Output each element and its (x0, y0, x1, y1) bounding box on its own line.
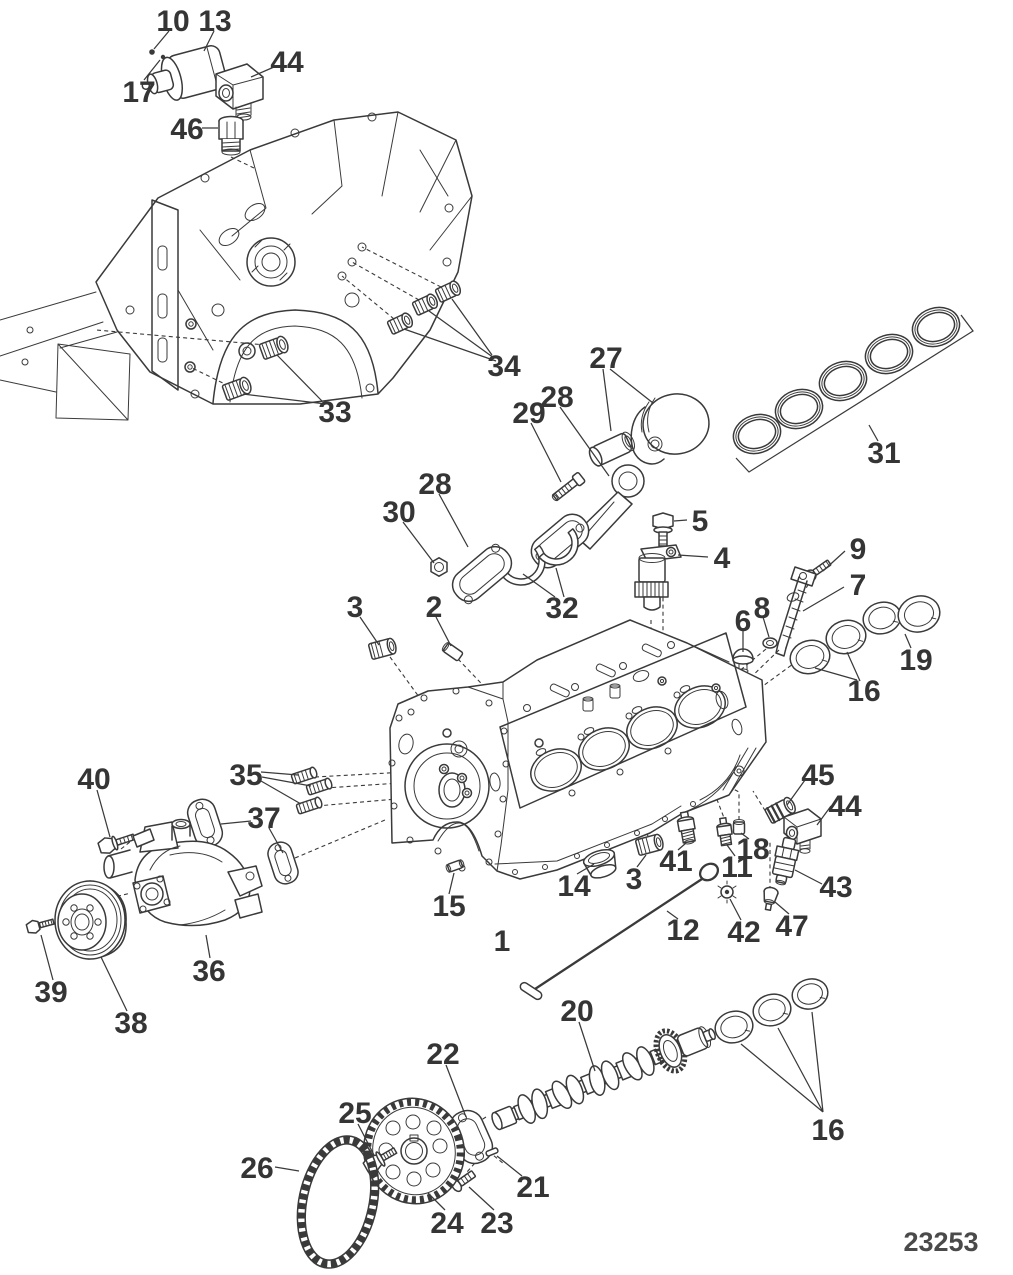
plug-18 (734, 820, 745, 835)
pulley-38 (55, 881, 126, 959)
wrist-pin-27 (587, 430, 637, 468)
callout-39-41: 39 (34, 976, 68, 1009)
rod-nut-30 (431, 558, 447, 576)
fitting-11 (716, 817, 734, 846)
callout-23-50: 23 (480, 1207, 514, 1240)
callout-6-21: 6 (734, 605, 752, 638)
callout-42-37: 42 (727, 916, 761, 949)
rod-cap-28 (446, 541, 517, 608)
callout-13-1: 13 (198, 5, 232, 38)
callout-20-43: 20 (560, 995, 594, 1028)
cam-bearing-19 (894, 591, 944, 636)
plug-47 (761, 886, 779, 911)
callout-40-25: 40 (77, 763, 111, 796)
callout-3-18: 3 (346, 591, 364, 624)
callout-17-2: 17 (122, 76, 156, 109)
callout-2-19: 2 (425, 591, 443, 624)
studs-35 (291, 766, 333, 814)
callout-29-9: 29 (512, 397, 546, 430)
callout-41-30: 41 (659, 845, 693, 878)
callout-28-8: 28 (540, 381, 574, 414)
cam-bearing-16e (750, 990, 795, 1030)
callout-10-0: 10 (156, 5, 190, 38)
callout-18-29: 18 (736, 833, 770, 866)
callout-21-48: 21 (516, 1171, 550, 1204)
piston-27 (631, 389, 713, 464)
callout-34-5: 34 (487, 350, 521, 383)
callout-labels (34, 5, 932, 1240)
bolt-40 (97, 829, 136, 855)
callout-19-22: 19 (899, 644, 933, 677)
cam-bearing-16d (712, 1007, 757, 1047)
callout-16-23: 16 (847, 675, 881, 708)
rod-bolt-29 (550, 472, 586, 504)
cylinder-block-rear-view (0, 112, 472, 420)
callout-27-7: 27 (589, 342, 623, 375)
callout-45-27: 45 (801, 759, 835, 792)
callout-35-24: 35 (229, 759, 263, 792)
callout-9-15: 9 (849, 533, 867, 566)
cylinder-block-1 (389, 620, 766, 879)
bolt-39 (26, 915, 55, 935)
callout-22-44: 22 (426, 1038, 460, 1071)
callout-1-39: 1 (493, 925, 511, 958)
callout-33-6: 33 (318, 396, 352, 429)
callout-25-45: 25 (338, 1097, 372, 1130)
callout-5-13: 5 (691, 505, 709, 538)
callout-30-12: 30 (382, 496, 416, 529)
callout-14-33: 14 (557, 870, 591, 903)
callout-4-14: 4 (713, 542, 731, 575)
callout-36-40: 36 (192, 955, 226, 988)
seal-dot-17 (161, 55, 165, 59)
callout-44-3: 44 (270, 46, 304, 79)
washer-8 (763, 638, 777, 648)
elbow-fitting-44-top (216, 64, 263, 120)
callout-16-46: 16 (811, 1114, 845, 1147)
callout-24-49: 24 (430, 1207, 464, 1240)
gasket-37b (265, 839, 301, 886)
callout-11-31: 11 (721, 851, 753, 884)
seal-dot-10 (149, 49, 155, 55)
callout-15-35: 15 (432, 890, 466, 923)
callout-37-26: 37 (247, 802, 281, 835)
piston-ring-set-31 (728, 302, 973, 472)
callout-8-20: 8 (753, 592, 771, 625)
bolt-5 (653, 513, 673, 546)
callout-47-38: 47 (775, 910, 809, 943)
callout-7-16: 7 (849, 569, 867, 602)
callout-31-10: 31 (867, 437, 901, 470)
callout-12-36: 12 (666, 914, 700, 947)
callout-38-42: 38 (114, 1007, 148, 1040)
camshaft-sensor-4 (635, 545, 681, 610)
callout-26-47: 26 (240, 1152, 274, 1185)
callout-32-17: 32 (545, 592, 579, 625)
callout-43-34: 43 (819, 871, 853, 904)
camshaft-20 (485, 1014, 722, 1142)
straight-fitting-46 (219, 117, 243, 156)
pipe-plug-3-front (368, 637, 397, 659)
diagram-number: 23253 (903, 1227, 979, 1257)
callout-28-11: 28 (418, 468, 452, 501)
cam-bearing-16f (789, 975, 831, 1013)
dowel-pin-2 (441, 642, 463, 662)
clip-42 (718, 881, 736, 903)
callout-3-32: 3 (625, 863, 643, 896)
callout-44-28: 44 (828, 790, 862, 823)
callout-46-4: 46 (170, 113, 204, 146)
